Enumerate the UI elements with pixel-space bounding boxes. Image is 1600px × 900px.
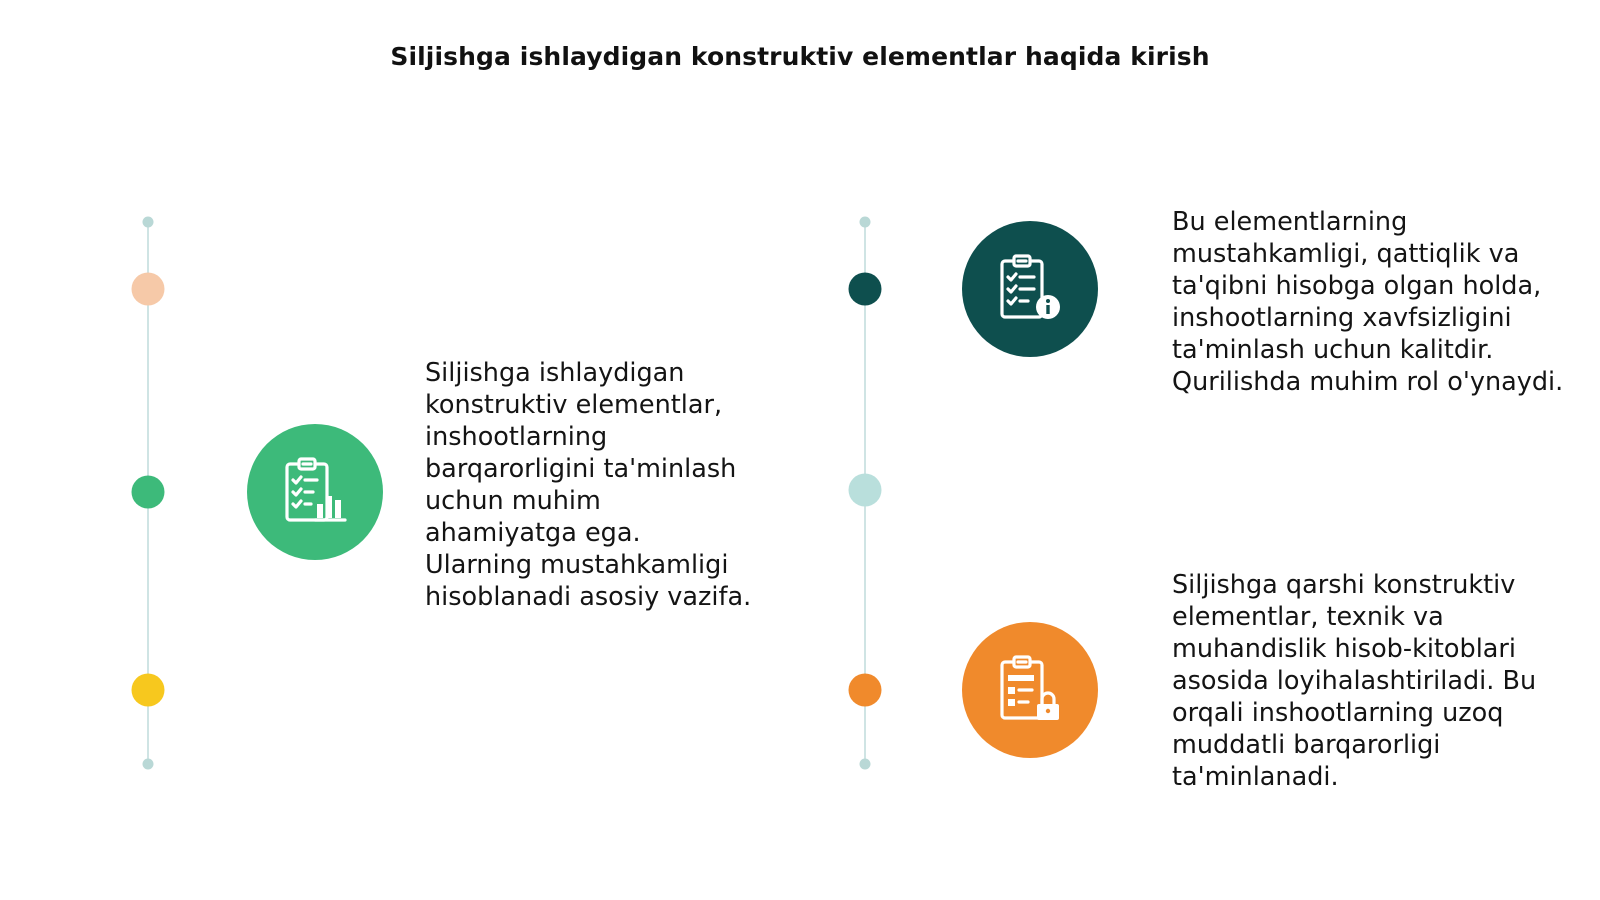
left-item-text: Siljishga ishlaydigan konstruktiv elementlar, inshootlarning barqarorligini ta'minlash uchun muhim ahamiyatga ega. Ularning mustahkamligi hisoblanadi asosiy vazifa. bbox=[425, 358, 752, 612]
clipboard-lock-icon bbox=[962, 622, 1098, 758]
clipboard-chart-icon bbox=[247, 424, 383, 560]
timeline-end-dot bbox=[860, 759, 871, 770]
timeline-end-dot bbox=[143, 759, 154, 770]
timeline-dot-peach bbox=[132, 273, 165, 306]
timeline-dot-orange bbox=[849, 674, 882, 707]
timeline-start-dot bbox=[860, 217, 871, 228]
clipboard-info-icon bbox=[962, 221, 1098, 357]
timeline-dot-yellow bbox=[132, 674, 165, 707]
timeline-dot-dark-teal bbox=[849, 273, 882, 306]
timeline-dot-light-teal bbox=[849, 474, 882, 507]
timeline-start-dot bbox=[143, 217, 154, 228]
right-item-2-text: Siljishga qarshi konstruktiv elementlar, texnik va muhandislik hisob-kitoblari asosida loyihalashtiriladi. Bu orqali inshootlarning uzoq muddatli barqarorligi ta'minlanadi. bbox=[1172, 570, 1537, 792]
timeline-dot-green bbox=[132, 476, 165, 509]
page-title: Siljishga ishlaydigan konstruktiv elementlar haqida kirish bbox=[390, 42, 1210, 71]
right-item-1-text: Bu elementlarning mustahkamligi, qattiqlik va ta'qibni hisobga olgan holda, inshootlarning xavfsizligini ta'minlash uchun kalitdir. Qurilishda muhim rol o'ynaydi. bbox=[1172, 207, 1564, 397]
